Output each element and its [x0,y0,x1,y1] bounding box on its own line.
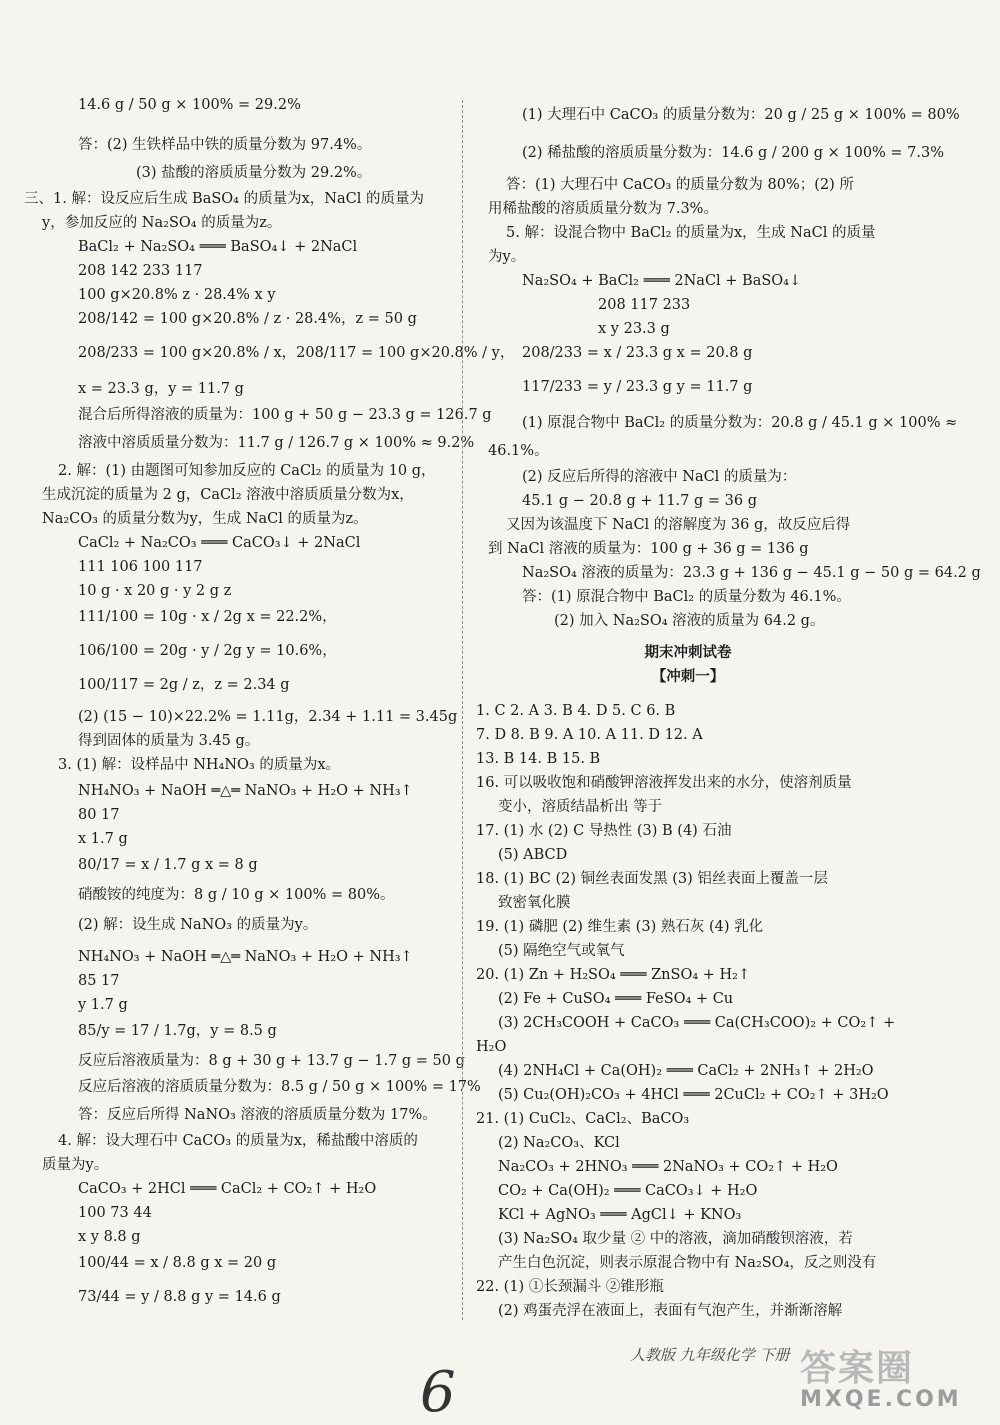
text-line: 混合后所得溶液的质量为：100 g + 50 g − 23.3 g = 126.7 g [78,407,492,423]
text-line: (3) Na₂SO₄ 取少量 ② 中的溶液，滴加硝酸钡溶液，若 [498,1231,853,1247]
text-line: (2) (15 − 10)×22.2% = 1.11g，2.34 + 1.11 = 3.45g [78,709,458,725]
equation-line: CO₂ + Ca(OH)₂ ═══ CaCO₃↓ + H₂O [498,1183,758,1199]
equation-line: CaCl₂ + Na₂CO₃ ═══ CaCO₃↓ + 2NaCl [78,535,361,551]
equation-line: x y 8.8 g [78,1229,141,1245]
equation-line: (3) 2CH₃COOH + CaCO₃ ═══ Ca(CH₃COO)₂ + CO₂↑ + [498,1015,896,1031]
equation-line: H₂O [476,1039,507,1055]
text-line: 得到固体的质量为 3.45 g。 [78,733,260,749]
text-line: (1) 大理石中 CaCO₃ 的质量分数为：20 g / 25 g × 100% = 80% [522,107,960,123]
equation-line: Na₂CO₃ + 2HNO₃ ═══ 2NaNO₃ + CO₂↑ + H₂O [498,1159,838,1175]
proportion-line: 208/142 = 100 g×20.8% / z · 28.4%，z = 50 g [78,311,417,327]
text-line: 18. (1) BC (2) 铜丝表面发黑 (3) 铝丝表面上覆盖一层 [476,871,828,887]
text-line: 用稀盐酸的溶质质量分数为 7.3%。 [488,201,718,217]
proportion-line: 111/100 = 10g · x / 2g x = 22.2%， [78,609,337,625]
proportion-line: 117/233 = y / 23.3 g y = 11.7 g [522,379,753,395]
logo-url: MXQE.COM [800,1387,962,1412]
text-line: (2) 反应后所得的溶液中 NaCl 的质量为： [522,469,797,485]
equation-line: KCl + AgNO₃ ═══ AgCl↓ + KNO₃ [498,1207,742,1223]
proportion-line: 100/117 = 2g / z，z = 2.34 g [78,677,290,693]
text-line: 答：(2) 生铁样品中铁的质量分数为 97.4%。 [78,137,372,153]
text-line: 溶液中溶质质量分数为：11.7 g / 126.7 g × 100% ≈ 9.2% [78,435,475,451]
equation-line: 10 g · x 20 g · y 2 g z [78,583,232,599]
proportion-line: 106/100 = 20g · y / 2g y = 10.6%， [78,643,337,659]
text-line: 产生白色沉淀，则表示原混合物中有 Na₂SO₄，反之则没有 [498,1255,877,1271]
text-line: (2) 鸡蛋壳浮在液面上，表面有气泡产生，并渐渐溶解 [498,1303,843,1319]
text-line: 19. (1) 磷肥 (2) 维生素 (3) 熟石灰 (4) 乳化 [476,919,764,935]
equation-line: 80 17 [78,807,120,823]
proportion-line: 208/233 = x / 23.3 g x = 20.8 g [522,345,753,361]
text-line: (2) 稀盐酸的溶质质量分数为：14.6 g / 200 g × 100% = 7.3% [522,145,945,161]
text-line: 17. (1) 水 (2) C 导热性 (3) B (4) 石油 [476,823,732,839]
proportion-line: 73/44 = y / 8.8 g y = 14.6 g [78,1289,281,1305]
equation-line: NH₄NO₃ + NaOH ═△═ NaNO₃ + H₂O + NH₃↑ [78,949,413,965]
text-line: (2) Na₂CO₃、KCl [498,1135,620,1151]
text-line: 3. (1) 解：设样品中 NH₄NO₃ 的质量为x。 [58,757,341,773]
text-line: 硝酸铵的纯度为：8 g / 10 g × 100% = 80%。 [78,887,395,903]
proportion-line: 80/17 = x / 1.7 g x = 8 g [78,857,258,873]
text-line: 45.1 g − 20.8 g + 11.7 g = 36 g [522,493,757,509]
text-line: 致密氧化膜 [498,895,571,911]
text-line: 又因为该温度下 NaCl 的溶解度为 36 g，故反应后得 [506,517,851,533]
text-line: 生成沉淀的质量为 2 g，CaCl₂ 溶液中溶质质量分数为x， [42,487,414,503]
text-line: 为y。 [488,249,526,265]
text-line: (2) 解：设生成 NaNO₃ 的质量为y。 [78,917,318,933]
text-line: 变小，溶质结晶析出 等于 [498,799,663,815]
equation-line: 208 117 233 [598,297,691,313]
equation-line: 20. (1) Zn + H₂SO₄ ═══ ZnSO₄ + H₂↑ [476,967,751,983]
equation-line: y 1.7 g [78,997,128,1013]
equation-line: CaCO₃ + 2HCl ═══ CaCl₂ + CO₂↑ + H₂O [78,1181,377,1197]
text-line: 答：反应后所得 NaNO₃ 溶液的溶质质量分数为 17%。 [78,1107,437,1123]
handwritten-mark: 6 [420,1360,456,1425]
equation-line: (2) Fe + CuSO₄ ═══ FeSO₄ + Cu [498,991,734,1007]
text-line: 答：(1) 原混合物中 BaCl₂ 的质量分数为 46.1%。 [522,589,851,605]
section-subtitle: 【冲刺一】 [651,668,725,685]
text-line: 反应后溶液的溶质质量分数为：8.5 g / 50 g × 100% = 17% [78,1079,481,1095]
choice-answers: 1. C 2. A 3. B 4. D 5. C 6. B [476,703,676,719]
equation-line: x 1.7 g [78,831,128,847]
text-line: (5) ABCD [498,847,568,863]
equation-line: NH₄NO₃ + NaOH ═△═ NaNO₃ + H₂O + NH₃↑ [78,783,413,799]
text-line: 质量为y。 [42,1157,109,1173]
proportion-line: 85/y = 17 / 1.7g，y = 8.5 g [78,1023,277,1039]
equation-line: 100 g×20.8% z · 28.4% x y [78,287,276,303]
text-line: 4. 解：设大理石中 CaCO₃ 的质量为x，稀盐酸中溶质的 [58,1133,418,1149]
text-line: (5) 隔绝空气或氧气 [498,943,625,959]
text-line: 22. (1) ①长颈漏斗 ②锥形瓶 [476,1279,664,1295]
equation-line: (4) 2NH₄Cl + Ca(OH)₂ ═══ CaCl₂ + 2NH₃↑ + 2H₂O [498,1063,874,1079]
text-line: 46.1%。 [488,443,549,459]
logo-seal: 答案圈 [800,1348,915,1389]
text-line: (2) 加入 Na₂SO₄ 溶液的质量为 64.2 g。 [554,613,825,629]
footer-text: 人教版 九年级化学 下册 [630,1346,790,1364]
text-line: Na₂CO₃ 的质量分数为y，生成 NaCl 的质量为z。 [42,511,368,527]
text-line: Na₂SO₄ 溶液的质量为：23.3 g + 136 g − 45.1 g − 50 g = 64.2 g [522,565,981,581]
text-line: 三、1. 解：设反应后生成 BaSO₄ 的质量为x，NaCl 的质量为 [24,191,424,207]
text-line: 16. 可以吸收饱和硝酸钾溶液挥发出来的水分，使溶剂质量 [476,775,852,791]
section-title: 期末冲刺试卷 [644,644,732,661]
choice-answers: 13. B 14. B 15. B [476,751,601,767]
text-line: 答：(1) 大理石中 CaCO₃ 的质量分数为 80%；(2) 所 [506,177,854,193]
equation-line: 111 106 100 117 [78,559,203,575]
choice-answers: 7. D 8. B 9. A 10. A 11. D 12. A [476,727,703,743]
equation-line: 208 142 233 117 [78,263,203,279]
equation-line: (5) Cu₂(OH)₂CO₃ + 4HCl ═══ 2CuCl₂ + CO₂↑ + 3H₂O [498,1087,889,1103]
equation-line: 100 73 44 [78,1205,152,1221]
text-line: 2. 解：(1) 由题图可知参加反应的 CaCl₂ 的质量为 10 g， [58,463,436,479]
equation-line: BaCl₂ + Na₂SO₄ ═══ BaSO₄↓ + 2NaCl [78,239,358,255]
text-line: (1) 原混合物中 BaCl₂ 的质量分数为：20.8 g / 45.1 g × 100% ≈ [522,415,958,431]
text-line: 21. (1) CuCl₂、CaCl₂、BaCO₃ [476,1111,690,1127]
equation-line: 85 17 [78,973,120,989]
equation-line: x y 23.3 g [598,321,670,337]
text-line: 14.6 g / 50 g × 100% = 29.2% [78,97,301,113]
text-line: 反应后溶液质量为：8 g + 30 g + 13.7 g − 1.7 g = 50 g [78,1053,465,1069]
text-line: 到 NaCl 溶液的质量为：100 g + 36 g = 136 g [488,541,809,557]
proportion-line: 100/44 = x / 8.8 g x = 20 g [78,1255,277,1271]
watermark-logo [800,1340,990,1420]
text-line: y，参加反应的 Na₂SO₄ 的质量为z。 [42,215,282,231]
text-line: x = 23.3 g，y = 11.7 g [78,381,244,397]
equation-line: Na₂SO₄ + BaCl₂ ═══ 2NaCl + BaSO₄↓ [522,273,802,289]
column-divider [462,100,463,1320]
text-line: 5. 解：设混合物中 BaCl₂ 的质量为x，生成 NaCl 的质量 [506,225,876,241]
proportion-line: 208/233 = 100 g×20.8% / x，208/117 = 100 g×20.8% / y， [78,345,515,361]
text-line: (3) 盐酸的溶质质量分数为 29.2%。 [136,165,372,181]
